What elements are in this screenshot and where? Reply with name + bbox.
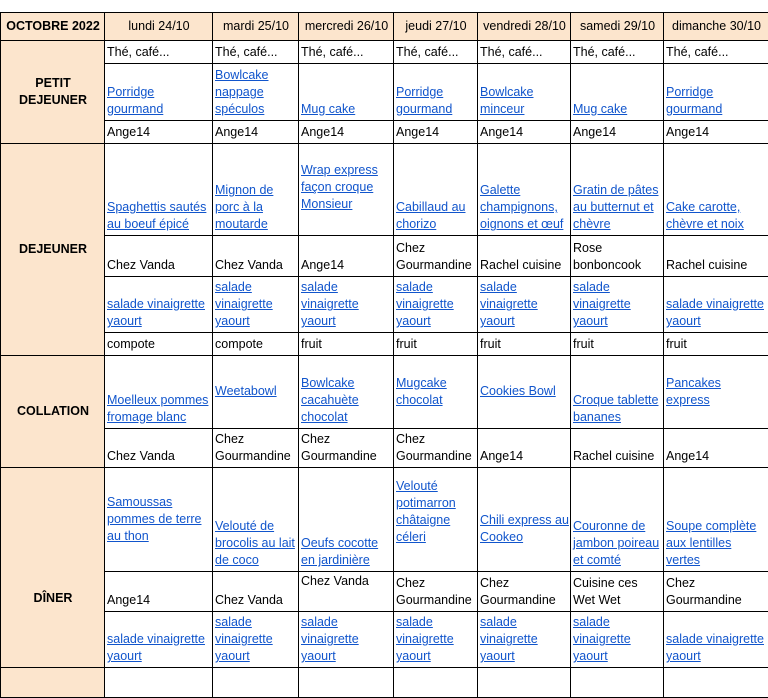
recipe-link[interactable]: Samoussas pommes de terre au thon [107,495,201,543]
meal-label-text: DÎNER [34,591,73,605]
recipe-cell [394,64,478,121]
side-cell [478,277,571,333]
author-cell: Chez Vanda [105,236,213,277]
recipe-link[interactable]: Oeufs cocotte en jardinière [301,536,378,567]
author-cell: Chez Vanda [213,236,299,277]
side-link[interactable]: salade vinaigrette yaourt [396,615,454,663]
drink-cell: Thé, café... [299,41,394,64]
author-cell: Ange14 [664,121,768,144]
drink-cell: Thé, café... [571,41,664,64]
drink-cell: Thé, café... [664,41,768,64]
side-link[interactable]: salade vinaigrette yaourt [666,632,764,663]
cell [105,668,213,698]
author-cell: Chez Gourmandine [478,572,571,612]
weekly-menu-table [0,12,768,698]
dessert-cell: fruit [299,333,394,356]
recipe-link[interactable]: Velouté potimarron châtaigne céleri [396,479,456,544]
recipe-link[interactable]: Chili express au Cookeo [480,513,569,544]
author-cell: Ange14 [213,121,299,144]
meal-label-petit-dejeuner [1,41,105,144]
recipe-cell [478,144,571,236]
meal-label-text: COLLATION [17,404,89,418]
side-cell [394,612,478,668]
author-cell: Chez Gourmandine [394,236,478,277]
author-cell: Chez Gourmandine [394,429,478,468]
author-cell: Ange14 [394,121,478,144]
recipe-cell [213,468,299,572]
recipe-cell [299,64,394,121]
side-cell [213,277,299,333]
side-link[interactable]: salade vinaigrette yaourt [301,615,359,663]
recipe-link[interactable]: Velouté de brocolis au lait de coco [215,519,295,567]
day-header: vendredi 28/10 [478,13,571,41]
snack-authors-row [1,429,768,468]
recipe-link[interactable]: Bowlcake minceur [480,85,534,116]
recipe-link[interactable]: Mug cake [301,102,355,116]
dessert-cell: compote [213,333,299,356]
meal-label-diner [1,468,105,668]
recipe-link[interactable]: Porridge gourmand [666,85,722,116]
recipe-link[interactable]: Spaghettis sautés au boeuf épicé [107,200,206,231]
side-cell [105,612,213,668]
day-header: mercredi 26/10 [299,13,394,41]
recipe-cell [394,356,478,429]
header-row [1,13,768,41]
meal-label-text: DEJEUNER [19,242,87,256]
recipe-cell [105,64,213,121]
day-header: mardi 25/10 [213,13,299,41]
recipe-link[interactable]: Moelleux pommes fromage blanc [107,393,208,424]
breakfast-authors-row [1,121,768,144]
drink-cell: Thé, café... [478,41,571,64]
side-link[interactable]: salade vinaigrette yaourt [573,280,631,328]
dessert-cell: fruit [394,333,478,356]
recipe-link[interactable]: Wrap express façon croque Monsieur [301,163,378,211]
dinner-authors-row [1,572,768,612]
recipe-cell [394,468,478,572]
meal-label-text: PETIT DEJEUNER [19,76,87,107]
dessert-cell: compote [105,333,213,356]
side-link[interactable]: salade vinaigrette yaourt [215,280,273,328]
side-cell [571,277,664,333]
recipe-cell [213,356,299,429]
recipe-cell [571,468,664,572]
recipe-cell [571,356,664,429]
recipe-link[interactable]: Couronne de jambon poireau et comté [573,519,659,567]
author-cell: Cuisine ces Wet Wet [571,572,664,612]
recipe-link[interactable]: Cake carotte, chèvre et noix [666,200,744,231]
side-link[interactable]: salade vinaigrette yaourt [107,632,205,663]
side-cell [664,612,768,668]
breakfast-drinks-row [1,41,768,64]
dessert-cell: fruit [478,333,571,356]
author-cell: Ange14 [478,429,571,468]
side-link[interactable]: salade vinaigrette yaourt [396,280,454,328]
side-link[interactable]: salade vinaigrette yaourt [301,280,359,328]
recipe-link[interactable]: Gratin de pâtes au butternut et chèvre [573,183,658,231]
recipe-cell [664,144,768,236]
meal-label-continued [1,668,105,698]
dinner-continued-row [1,668,768,698]
side-link[interactable]: salade vinaigrette yaourt [215,615,273,663]
recipe-cell [478,356,571,429]
recipe-cell [105,468,213,572]
side-link[interactable]: salade vinaigrette yaourt [666,297,764,328]
side-cell [664,277,768,333]
author-cell: Chez Gourmandine [299,429,394,468]
author-cell: Chez Gourmandine [394,572,478,612]
day-header: lundi 24/10 [105,13,213,41]
recipe-link[interactable]: Cookies Bowl [480,384,556,398]
side-cell [213,612,299,668]
recipe-link[interactable]: Soupe complète aux lentilles vertes [666,519,756,567]
side-link[interactable]: salade vinaigrette yaourt [480,280,538,328]
author-cell: Ange14 [105,572,213,612]
author-cell: Chez Vanda [105,429,213,468]
recipe-link[interactable]: Mug cake [573,102,627,116]
author-cell: Rachel cuisine [664,236,768,277]
recipe-link[interactable]: Bowlcake cacahuète chocolat [301,376,359,424]
cell [664,668,768,698]
side-cell [299,612,394,668]
snack-recipes-row [1,356,768,429]
meal-label-collation [1,356,105,468]
recipe-cell [299,356,394,429]
dinner-recipes-row [1,468,768,572]
side-cell [394,277,478,333]
meal-label-dejeuner [1,144,105,356]
recipe-link[interactable]: Croque tablette bananes [573,393,658,424]
day-header: samedi 29/10 [571,13,664,41]
side-cell [478,612,571,668]
recipe-cell [105,144,213,236]
drink-cell: Thé, café... [213,41,299,64]
author-cell: Chez Gourmandine [213,429,299,468]
drink-cell: Thé, café... [105,41,213,64]
lunch-authors-row [1,236,768,277]
recipe-link[interactable]: Weetabowl [215,384,277,398]
side-cell [571,612,664,668]
recipe-cell [105,356,213,429]
dessert-cell: fruit [571,333,664,356]
lunch-sides-row [1,277,768,333]
recipe-cell [478,64,571,121]
lunch-desserts-row [1,333,768,356]
recipe-link[interactable]: Cabillaud au chorizo [396,200,466,231]
author-cell: Ange14 [571,121,664,144]
author-cell: Ange14 [478,121,571,144]
recipe-link[interactable]: Porridge gourmand [107,85,163,116]
side-cell [299,277,394,333]
cell [571,668,664,698]
author-cell: Rachel cuisine [478,236,571,277]
recipe-cell [213,144,299,236]
author-cell: Chez Vanda [213,572,299,612]
day-header: dimanche 30/10 [664,13,768,41]
lunch-recipes-row [1,144,768,236]
day-header: jeudi 27/10 [394,13,478,41]
side-link[interactable]: salade vinaigrette yaourt [480,615,538,663]
author-cell: Rachel cuisine [571,429,664,468]
recipe-cell [394,144,478,236]
recipe-cell [299,468,394,572]
side-cell [105,277,213,333]
recipe-link[interactable]: Porridge gourmand [396,85,452,116]
recipe-link[interactable]: Bowlcake nappage spéculos [215,68,269,116]
side-link[interactable]: salade vinaigrette yaourt [573,615,631,663]
recipe-cell [299,144,394,236]
recipe-cell [664,64,768,121]
dinner-sides-row [1,612,768,668]
recipe-link[interactable]: Galette champignons, oignons et œuf [480,183,563,231]
breakfast-recipes-row [1,64,768,121]
recipe-cell [478,468,571,572]
author-cell: Ange14 [299,236,394,277]
recipe-cell [664,356,768,429]
drink-cell: Thé, café... [394,41,478,64]
recipe-cell [571,144,664,236]
dessert-cell: fruit [664,333,768,356]
author-cell: Chez Gourmandine [664,572,768,612]
cell [213,668,299,698]
recipe-link[interactable]: Mugcake chocolat [396,376,447,407]
recipe-cell [571,64,664,121]
author-cell: Ange14 [664,429,768,468]
cell [478,668,571,698]
recipe-link[interactable]: Pancakes express [666,376,721,407]
month-header: OCTOBRE 2022 [1,13,105,41]
cell [394,668,478,698]
cell [299,668,394,698]
author-cell: Ange14 [299,121,394,144]
recipe-cell [664,468,768,572]
author-cell: Ange14 [105,121,213,144]
author-cell: Chez Vanda [299,572,394,612]
side-link[interactable]: salade vinaigrette yaourt [107,297,205,328]
recipe-link[interactable]: Mignon de porc à la moutarde [215,183,273,231]
author-cell: Rose bonboncook [571,236,664,277]
recipe-cell [213,64,299,121]
